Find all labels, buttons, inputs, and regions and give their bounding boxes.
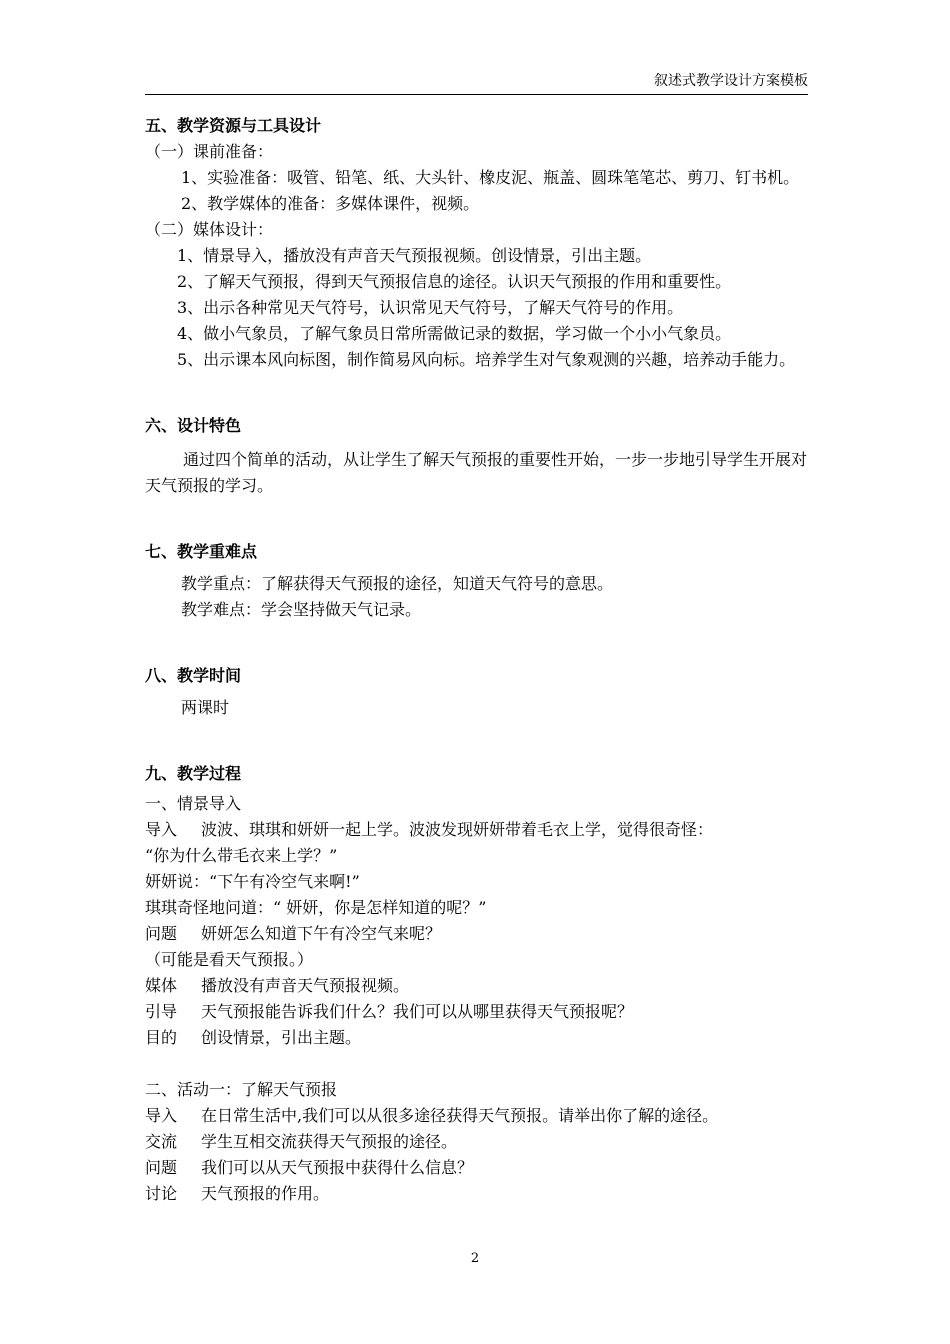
section-heading-process: 九、教学过程	[145, 764, 242, 783]
header-title: 叙述式教学设计方案模板	[654, 73, 808, 89]
text: 创设情景，引出主题。	[201, 1028, 362, 1047]
text: 波波、琪琪和妍妍一起上学。波波发现妍妍带着毛衣上学，觉得很奇怪：	[201, 820, 714, 839]
paragraph-media-prep: 2、教学媒体的准备：多媒体课件，视频。	[181, 194, 480, 213]
text: 播放没有声音天气预报视频。	[201, 976, 410, 995]
label: 引导	[145, 1002, 178, 1021]
paragraph-difficult-point: 教学难点：学会坚持做天气记录。	[181, 600, 422, 619]
media-item-4: 4、做小气象员，了解气象员日常所需做记录的数据，学习做一个小小气象员。	[177, 324, 732, 343]
text: 我们可以从天气预报中获得什么信息？	[201, 1158, 474, 1177]
label: 讨论	[145, 1184, 178, 1203]
media-item-5	[145, 347, 811, 373]
part-1-guide	[145, 999, 811, 1025]
text: 天气预报能告诉我们什么？我们可以从哪里获得天气预报呢？	[201, 1002, 634, 1021]
text: 天气预报的作用。	[201, 1184, 330, 1203]
label: 交流	[145, 1132, 178, 1151]
paragraph-features	[145, 447, 811, 499]
part-2-question	[145, 1155, 811, 1181]
part-1-media	[145, 973, 811, 999]
section-heading-time: 八、教学时间	[145, 666, 242, 685]
subheading-preparation: （一）课前准备：	[145, 142, 274, 161]
part-2-title: 二、活动一：了解天气预报	[145, 1080, 338, 1099]
document-body	[145, 113, 811, 1207]
dialogue-line-1: 妍妍说：“下午有冷空气来啊!”	[145, 872, 360, 891]
part-2-discussion	[145, 1181, 811, 1207]
part-1-intro	[145, 817, 811, 843]
label: 媒体	[145, 976, 178, 995]
label: 问题	[145, 924, 178, 943]
part-1-answer: （可能是看天气预报。）	[145, 950, 314, 969]
part-1-question	[145, 921, 811, 947]
part-1-goal	[145, 1025, 811, 1051]
section-heading-key-points: 七、教学重难点	[145, 542, 258, 561]
label: 问题	[145, 1158, 178, 1177]
media-item-1: 1、情景导入，播放没有声音天气预报视频。创设情景，引出主题。	[177, 246, 652, 265]
label: 导入	[145, 1106, 178, 1125]
text: 在日常生活中,我们可以从很多途径获得天气预报。请举出你了解的途径。	[201, 1106, 719, 1125]
text: 5、出示课本风向标图，制作简易风向标。培养学生对气象观测的兴趣，培养动手能力。	[177, 350, 796, 369]
text: 学生互相交流获得天气预报的途径。	[201, 1132, 458, 1151]
page-header	[145, 72, 808, 95]
text: 1、实验准备：吸管、铅笔、纸、大头针、橡皮泥、瓶盖、圆珠笔笔芯、剪刀、钉书机。	[181, 168, 800, 187]
section-heading-features: 六、设计特色	[145, 416, 242, 435]
label: 目的	[145, 1028, 178, 1047]
section-heading-resources: 五、教学资源与工具设计	[145, 116, 322, 135]
dialogue-line-2: 琪琪奇怪地问道：“ 妍妍，你是怎样知道的呢？”	[145, 898, 487, 917]
part-1-intro-continued: “你为什么带毛衣来上学？”	[145, 846, 338, 865]
page-number: 2	[470, 1251, 480, 1266]
label: 导入	[145, 820, 178, 839]
part-2-intro	[145, 1103, 811, 1129]
text: 通过四个简单的活动，从让学生了解天气预报的重要性开始，一步一步地引导学生开展对天气预报的学习。	[145, 450, 808, 495]
paragraph-key-point: 教学重点：了解获得天气预报的途径，知道天气符号的意思。	[181, 574, 614, 593]
part-1-title: 一、情景导入	[145, 794, 242, 813]
text: 妍妍怎么知道下午有冷空气来呢？	[201, 924, 442, 943]
media-item-2: 2、了解天气预报，得到天气预报信息的途径。认识天气预报的作用和重要性。	[177, 272, 732, 291]
paragraph-experiment-prep	[145, 165, 811, 191]
subheading-media-design: （二）媒体设计：	[145, 220, 274, 239]
part-2-exchange	[145, 1129, 811, 1155]
paragraph-time: 两课时	[181, 698, 230, 717]
media-item-3: 3、出示各种常见天气符号，认识常见天气符号，了解天气符号的作用。	[177, 298, 684, 317]
